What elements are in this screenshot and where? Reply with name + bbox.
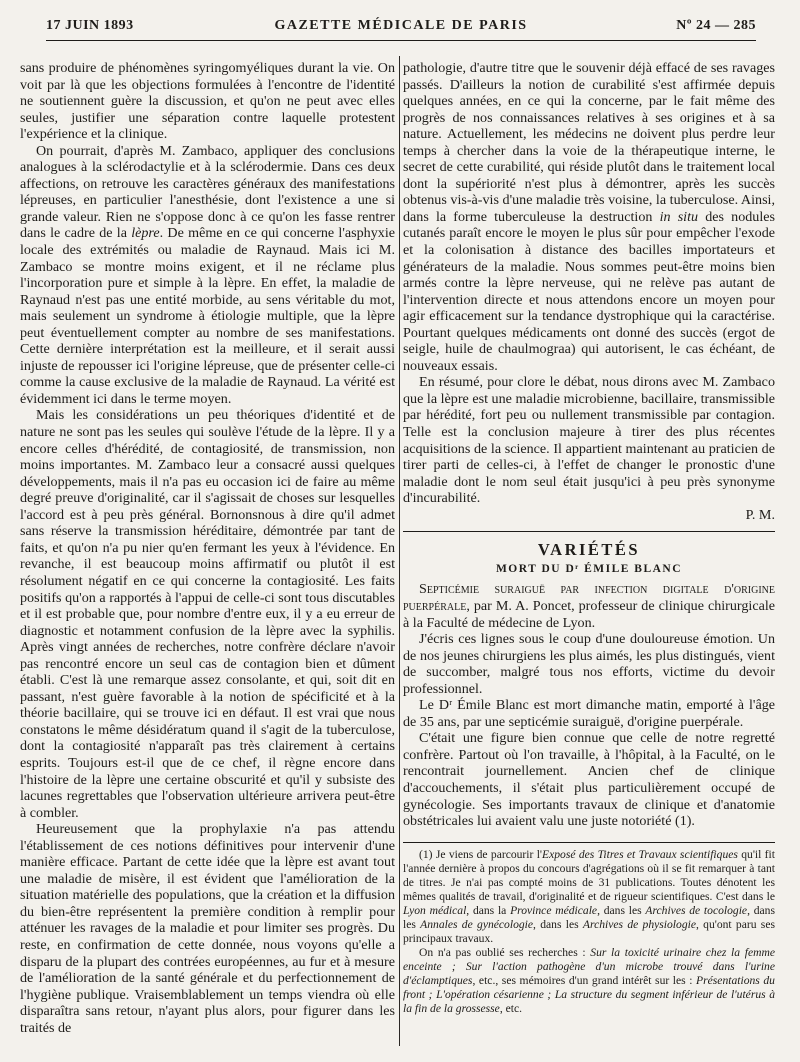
italic-text: in situ	[659, 208, 699, 225]
text-run: (1) Je viens de parcourir l'	[419, 847, 543, 861]
section-title: VARIÉTÉS	[537, 540, 641, 560]
italic-text: Exposé des Titres et Travaux scientifiques	[542, 847, 738, 861]
text-run: qu'il fit l'année dernière à propos du concours d'agrégations où il se fit remarquer à tant de titres. Je n'ai pas compté moins de 31 publications. Toutes dénotent les mêmes qualités de travail, d'originalité et de rigueur scientifiques. C'est dans le	[403, 847, 775, 903]
paragraph: J'écris ces lignes sous le coup d'une douloureuse émotion. Un de nos jeunes chirurgiens les plus aimés, les plus distingués, vient de succomber, malgré tous nos efforts, victime du devoir professionnel.	[403, 631, 775, 697]
text-run: . De même en ce qui concerne l'asphyxie locale des extrémités ou maladie de Raynaud. Mais ici M. Zambaco se montre moins exigent, et il ne réclame plus l'incorporation pure et simple à la lèpre. En effet, la maladie de Raynaud n'est pas une entité morbide, au sens véritable du mot, mais seulement un syndrome à étiologie multiple, que la lèpre peut éventuellement compter au nombre de ses manifestations. Cette dernière interprétation est la meilleure, et il serait aussi injuste de repousser ici l'origine lépreuse, que de présenter celle-ci comme la cause exclusive de la maladie de Raynaud. La vérité est évidemment ici dans le terme moyen.	[20, 225, 395, 407]
paragraph: Heureusement que la prophylaxie n'a pas attendu l'établissement de ces notions définitives pour intervenir d'une manière efficace. Partant de cette idée que la lèpre est avant tout une maladie de misère, il est évident que l'amélioration de la situation matérielle des populations, que la création et la diffusion du bien-être représentent la première condition à remplir pour atténuer les ravages de la maladie et pour limiter ses progrès. Du reste, en confirmation de cette donnée, nous voyons qu'elle a disparu de la plupart des contrées européennes, au fur et à mesure de l'amélioration de la santé générale et du perfectionnement de l'hygiène publique. Vraisemblablement un temps viendra où elle disparaîtra sans retour, n'ayant plus alors, pour figurer dans les traités de	[20, 821, 395, 1036]
italic-text: Lyon médical	[403, 903, 467, 917]
text-run: , dans la	[466, 903, 507, 917]
paragraph: sans produire de phénomènes syringomyéliques durant la vie. On voit par là que les objections formulées à l'encontre de l'identité ne soutiennent guère la discussion, et qu'on ne peut avec elles seules, justifier une séparation contre laquelle protestent l'expérience et la clinique.	[20, 60, 395, 143]
text-run: On n'a pas oublié ses recherches :	[419, 945, 586, 959]
italic-text: Archives de physiologie	[582, 917, 696, 931]
page-header	[46, 16, 756, 41]
text-run: , qu'ont paru ses principaux travaux.	[403, 917, 775, 945]
italic-text: Province médicale	[510, 903, 598, 917]
italic-text: Annales de gynécologie	[420, 917, 534, 931]
article-title: MORT DU Dʳ ÉMILE BLANC	[495, 562, 683, 575]
text-run: des nodules cutanés paraît encore le moyen le plus sûr pour empêcher l'exode et la colonisation à distance des bacilles importateurs et générateurs de la maladie. Nous sommes peut-être moins bien armés contre la lèpre nerveuse, qui ne relève pas autant de l'intervention directe et nous attendons encore un moyen pour agir efficacement sur la tendance dystrophique qui la caractérise. Pourtant quelques médicaments ont donné des succès (ergot de seigle, huile de chaulmograa) qui autorisent, le cas échéant, de nouveaux essais.	[403, 208, 775, 374]
paragraph: En résumé, pour clore le débat, nous dirons avec M. Zambaco que la lèpre est une maladie microbienne, bacillaire, transmissible par hérédité, fort peu ou nullement transmissible par contagion. Telle est la conclusion majeure à tirer des plus récentes acquisitions de la science. Il appartient maintenant au praticien de tirer parti de celles-ci, à l'effet de changer le pronostic d'une maladie dont le nom seul était jusqu'ici à peu près synonyme d'incurabilité.	[403, 374, 775, 507]
text-run: , dans les	[403, 903, 775, 931]
section-separator	[403, 531, 775, 532]
header-date: 17 JUIN 1893	[46, 18, 134, 33]
article-subtitle	[403, 581, 775, 631]
column-divider	[399, 56, 400, 1046]
text-run: , etc., ses mémoires d'un grand intérêt sur les :	[472, 973, 693, 987]
paragraph: C'était une figure bien connue que celle de notre regretté confrère. Partout où l'on travaille, à l'hôpital, à la Faculté, on le rencontrait journellement. Ancien chef de clinique d'accouchements, il s'était plus particulièrement occupé de gynécologie. Ses importants travaux de clinique et d'anatomie obstétricales lui avaient valu une juste notoriété (1).	[403, 730, 775, 830]
footnote	[403, 946, 775, 1016]
paragraph: Le Dʳ Émile Blanc est mort dimanche matin, emporté à l'âge de 35 ans, par une septicémie suraiguë, d'origine puerpérale.	[403, 697, 775, 730]
text-run: , dans les	[533, 917, 579, 931]
small-caps-text: Septicémie suraiguë par infection digitale d'origine puerpérale,	[403, 581, 775, 614]
italic-text: lèpre	[131, 225, 160, 242]
left-column	[20, 60, 395, 1036]
paragraph	[403, 60, 775, 374]
text-run: par M. A. Poncet, professeur de clinique chirurgicale à la Faculté de médecine de Lyon.	[403, 597, 775, 631]
text-run: , dans les	[597, 903, 642, 917]
header-issue-page: Nº 24 — 285	[676, 18, 756, 33]
paragraph	[20, 143, 395, 408]
text-run: , etc.	[499, 1001, 523, 1015]
italic-text: Présentations du front ; L'opération césarienne ; La structure du segment inférieur de l'utérus à la fin de la grossesse	[403, 973, 775, 1015]
text-run: On pourrait, d'après M. Zambaco, appliquer des conclusions analogues à la sclérodactylie et à la sclérodermie. Dans ces deux affections, on retrouve les caractères généraux des manifestations lépreuses, en particulier l'anesthésie, dont l'existence a une si grande valeur. Rien ne s'oppose donc à ce qu'on les fasse rentrer dans le cadre de la	[20, 142, 395, 242]
paragraph: Mais les considérations un peu théoriques d'identité et de nature ne sont pas les seules qui soulève l'étude de la lèpre. Il y a encore celles d'hérédité, de contagiosité, de transmission, non moins importantes. M. Zambaco leur a consacré aussi quelques développements, mais il n'a pas eu occasion ici de faire au même degré preuve d'originalité, car il s'agissait de choses sur lesquelles l'accord est à peu près général. Bornonsnous à dire qu'il admet sans réserve la transmission héréditaire, démontrée par tant de faits, et qu'on n'a pu nier qu'en fermant les yeux à l'évidence. En revanche, il est beaucoup moins affirmatif ou plutôt il est résolument négatif en ce qui concerne la contagiosité. Les faits positifs qu'on a rapportés à l'appui de celle-ci sont tous discutables et il est probable que, pour nombre d'entre eux, il y a eu erreur de diagnostic et notamment confusion de la lèpre avec la syphilis. Après vingt années de recherches, notre confrère déclare n'avoir pas rencontré encore un seul cas de contagion bien et dûment établi. C'est là une remarque assez consolante, et qui, soit dit en passant, n'est guère favorable à la notion de spécificité et à la théorie bacillaire, qui se trouve ici en défaut. Il est vrai que nous constatons le même désidératum quand il s'agit de la tuberculose, dont la contagiosité n'apparaît pas très clairement à certains esprits. Toujours est-il que de ce chef, il règne encore dans l'histoire de la lèpre une certaine obscurité et qu'il y subsiste des lacunes regrettables que l'observation ultérieure arrivera peut-être à combler.	[20, 407, 395, 821]
italic-text: Sur la toxicité urinaire chez la femme enceinte ; Sur l'action pathogène d'un microbe trouvé dans l'urine d'éclamptiques	[403, 945, 775, 987]
signature: P. M.	[745, 506, 775, 523]
text-run: pathologie, d'autre titre que le souvenir déjà effacé de ses ravages passés. D'ailleurs la notion de curabilité s'est affirmée depuis quelques années, en ce qui la concerne, par le fait même des progrès de nos connaissances relatives à ses origines et à sa nature. Actuellement, les médecins ne doivent plus perdre leur temps à chercher dans la voie de la thérapeutique interne, le secret de cette curabilité, qui réside plutôt dans le traitement local dont la supériorité n'est plus à démontrer, après les succès obtenus vis-à-vis d'une maladie très voisine, la tuberculose. Ainsi, dans la forme tuberculeuse la destruction	[403, 60, 775, 225]
right-column	[403, 60, 775, 1016]
footnote	[403, 848, 775, 946]
header-journal-title: GAZETTE MÉDICALE DE PARIS	[274, 18, 528, 33]
italic-text: Archives de tocologie	[645, 903, 748, 917]
footnote-rule	[403, 842, 775, 843]
